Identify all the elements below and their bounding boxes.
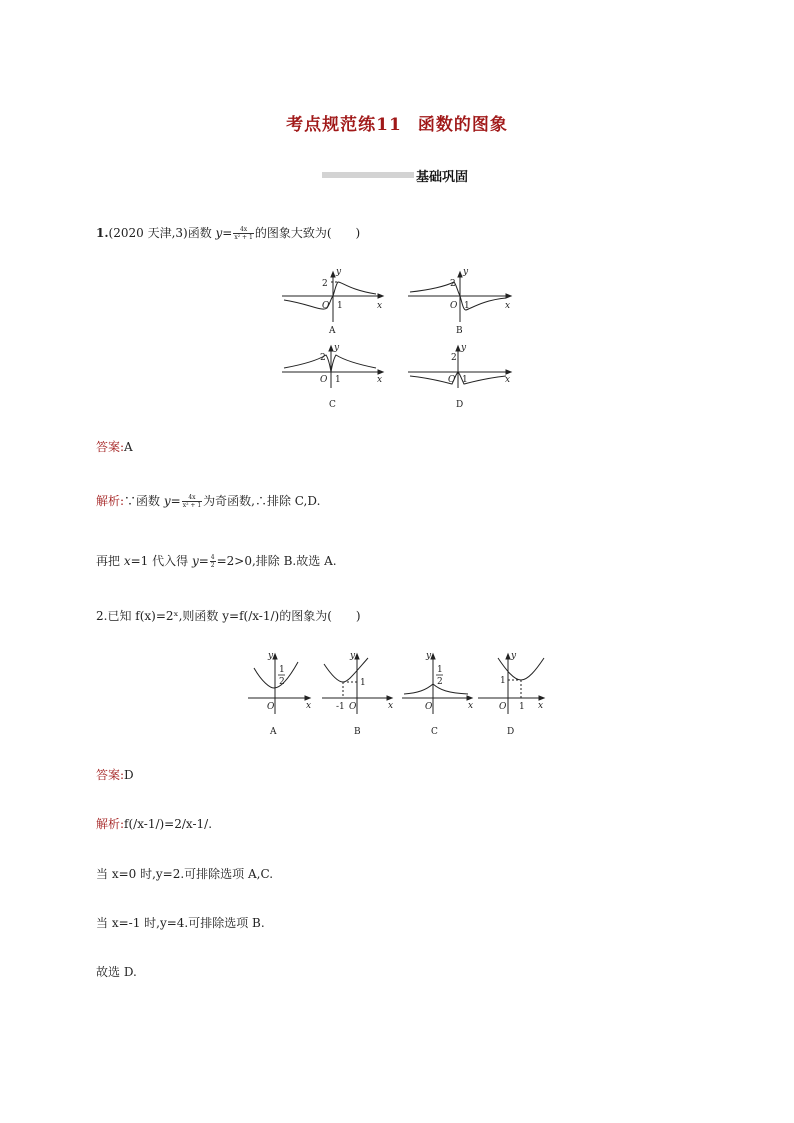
q1-graph-c	[282, 346, 383, 388]
q2-answer-value: D	[124, 768, 134, 782]
q1-c-curve	[284, 355, 376, 372]
section-divider	[322, 172, 414, 178]
page-title	[0, 110, 794, 135]
q1-analysis-2	[96, 552, 337, 569]
q1-d-tick-2: 2	[451, 353, 457, 363]
q2-graph-b	[322, 654, 392, 714]
q2-d-x-arrow	[539, 696, 544, 700]
q1-analysis-1	[96, 492, 320, 509]
q2-b-y-label: y	[350, 651, 356, 661]
q2-c-y-label: y	[426, 651, 432, 661]
q1-a-tick-1: 1	[337, 301, 343, 311]
q1-analysis-frac-den: x² + 1	[182, 502, 202, 509]
q2-graphs	[240, 648, 560, 740]
q1-a-x-label: x	[377, 301, 383, 311]
q1-graph-d	[408, 346, 511, 388]
q1-number: 1.	[96, 226, 109, 240]
q1-d-y-arrow	[456, 346, 460, 351]
q2-c-half-num: 1	[437, 665, 443, 675]
q1-a-y-label: y	[336, 267, 342, 277]
q2-a-y-label: y	[268, 651, 274, 661]
q1-analysis-label: 解析:	[96, 494, 125, 508]
q1-analysis-fraction	[182, 494, 202, 509]
q1-c-tick-2: 2	[320, 353, 326, 363]
q1-label-d: D	[456, 400, 464, 410]
q2-label-a: A	[270, 727, 277, 737]
q2-graph-d	[478, 654, 544, 714]
section-label: 基础巩固	[416, 170, 469, 185]
q1-a-tick-2: 2	[322, 279, 328, 289]
q1-d-x-arrow	[506, 370, 511, 374]
q1-c-origin: O	[320, 375, 328, 385]
q2-c-origin: O	[425, 702, 433, 712]
q1-answer	[96, 438, 133, 455]
q1-b-x-arrow	[506, 294, 511, 298]
q2-analysis	[96, 815, 212, 832]
q1-b-y-arrow	[458, 272, 462, 277]
q2-d-y-arrow	[506, 654, 510, 659]
q1-analysis-func-y: y=	[163, 494, 181, 508]
q2-d-tick-1-x: 1	[519, 702, 525, 712]
q1-label-b: B	[456, 326, 463, 336]
q1-b-tick-2: 2	[450, 279, 456, 289]
q2-analysis-text: f(/x-1/)=2/x-1/.	[124, 817, 213, 831]
q1-c-x-arrow	[378, 370, 383, 374]
q2-a-curve	[254, 662, 298, 688]
q2-stem: 2.已知 f(x)=2ˣ,则函数 y=f(/x-1/)的图象为( )	[96, 609, 361, 623]
q2-a-x-arrow	[305, 696, 310, 700]
q2-d-x-label: x	[538, 701, 544, 711]
q1-label-c: C	[329, 400, 336, 410]
q2-a-x-label: x	[306, 701, 312, 711]
q2-line-1: 当 x=0 时,y=2.可排除选项 A,C.	[96, 867, 274, 881]
q1-analysis-2d: y=	[191, 554, 209, 568]
q1-c-y-arrow	[329, 346, 333, 351]
q1-analysis-1a: ∵函数	[124, 494, 164, 508]
q1-a-y-arrow	[331, 272, 335, 277]
q1-fraction	[233, 226, 253, 241]
q2-b-tick-1: 1	[360, 678, 366, 688]
q1-b-x-label: x	[505, 301, 511, 311]
q1-frac-den: x² + 1	[234, 234, 253, 241]
q1-analysis-2e: =2>0,排除 B.故选 A.	[216, 554, 337, 568]
q2-answer-label: 答案:	[96, 768, 125, 782]
q2-label-d: D	[507, 727, 515, 737]
q1-c-y-label: y	[334, 343, 340, 353]
q1-label-a: A	[329, 326, 336, 336]
q2-answer	[96, 766, 134, 783]
q2-c-x-label: x	[468, 701, 474, 711]
q2-c-curve	[404, 684, 468, 694]
q1-graph-a	[282, 272, 383, 322]
q1-analysis-2-frac-num: 4	[210, 554, 215, 561]
q2-a-half-den: 2	[279, 677, 285, 687]
q2-b-origin: O	[349, 702, 357, 712]
q1-b-y-label: y	[463, 267, 469, 277]
q1-answer-label: 答案:	[96, 440, 125, 454]
q1-d-y-label: y	[461, 343, 467, 353]
q2-b-x-arrow	[387, 696, 392, 700]
q1-d-tick-1: 1	[462, 375, 468, 385]
q2-a-half-num: 1	[279, 665, 285, 675]
q2-label-b: B	[354, 727, 361, 737]
q2-b-x-label: x	[388, 701, 394, 711]
q1-analysis-2b: x	[123, 554, 131, 568]
q1-d-x-label: x	[505, 375, 511, 385]
q1-b-origin: O	[450, 301, 458, 311]
q1-answer-value: A	[124, 440, 133, 454]
q2-c-half-den: 2	[437, 677, 443, 687]
q1-source: (2020 天津,3)函数	[108, 226, 216, 240]
q2-c-x-arrow	[467, 696, 472, 700]
q2-b-tick-neg1: -1	[336, 702, 345, 712]
q1-graphs	[270, 262, 530, 412]
q1-frac-num: 4x	[233, 226, 253, 234]
q2-d-origin: O	[499, 702, 507, 712]
title-left: 考点规范练11	[286, 115, 402, 135]
q1-c-x-label: x	[377, 375, 383, 385]
q1-analysis-1b: 为奇函数,∴排除 C,D.	[203, 494, 321, 508]
q1-a-origin: O	[322, 301, 330, 311]
q1-c-tick-1: 1	[335, 375, 341, 385]
q1-func-y: y=	[215, 226, 233, 240]
q2-a-origin: O	[267, 702, 275, 712]
q1-analysis-2-fraction	[210, 554, 216, 569]
q1-stem-suffix: 的图象大致为( )	[254, 226, 361, 240]
q2-a-y-arrow	[273, 654, 277, 659]
q2-d-y-label: y	[511, 651, 517, 661]
q1-b-tick-1: 1	[464, 301, 470, 311]
q1-d-origin: O	[448, 375, 456, 385]
q2-line-3: 故选 D.	[96, 965, 137, 979]
q2-c-y-arrow	[431, 654, 435, 659]
q1-analysis-2-frac-den: 2	[210, 562, 215, 569]
q1-analysis-frac-num: 4x	[182, 494, 202, 502]
q2-line-2: 当 x=-1 时,y=4.可排除选项 B.	[96, 916, 265, 930]
q1-a-x-arrow	[378, 294, 383, 298]
q2-analysis-label: 解析:	[96, 817, 125, 831]
q2-label-c: C	[431, 727, 438, 737]
q2-d-tick-1-y: 1	[500, 676, 506, 686]
title-right: 函数的图象	[417, 115, 508, 135]
q1-stem	[96, 224, 360, 241]
q1-analysis-2c: =1 代入得	[130, 554, 192, 568]
q1-graph-b	[408, 272, 511, 322]
q1-analysis-2a: 再把	[96, 554, 124, 568]
q2-b-y-arrow	[355, 654, 359, 659]
